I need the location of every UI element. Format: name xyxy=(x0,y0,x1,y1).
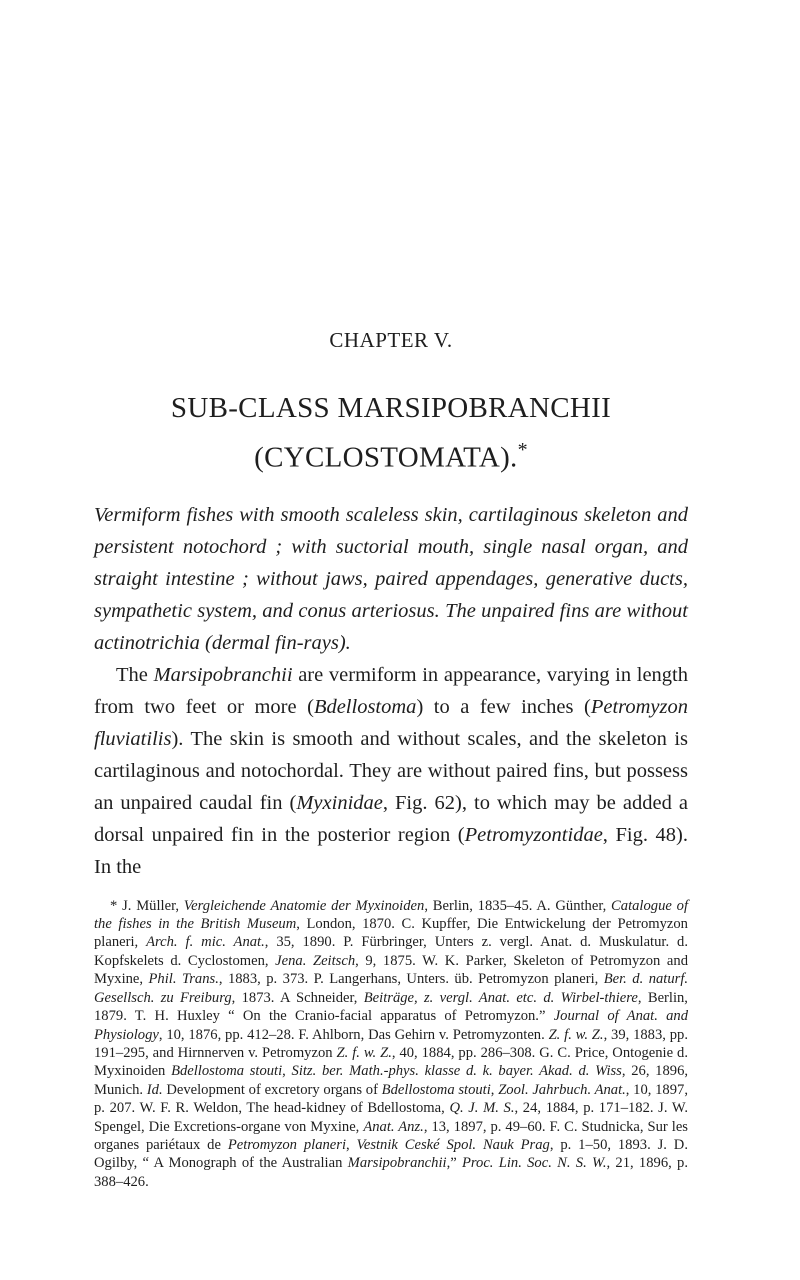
italic-run: Bdellostoma stouti xyxy=(381,1081,491,1098)
text-run: , 40, 1884, pp. 286–308. G. C. Price, Ontogenie d. Myxinoiden xyxy=(94,1044,688,1080)
title-line-2 xyxy=(94,429,688,479)
text-run: , London, 1870. C. Kupffer, Die Entwickelung der Petromyzon planeri, xyxy=(94,916,688,951)
italic-run: Arch. f. mic. Anat. xyxy=(146,934,265,951)
text-run: , 39, 1883, pp. 191–295, and Hirnnerven v. Petromyzon xyxy=(94,1026,688,1061)
body-paragraph xyxy=(94,659,688,883)
text-run: , xyxy=(490,1081,499,1098)
italic-run: Petromyzon planeri xyxy=(227,1136,347,1153)
title-line-1: SUB-CLASS MARSIPOBRANCHII xyxy=(170,392,612,424)
italic-run: Marsipobranchii xyxy=(347,1155,447,1172)
text-run: ,” xyxy=(446,1155,462,1172)
diagnosis-paragraph: Vermiform fishes with smooth scaleless skin, cartilaginous skeleton and persistent notochord ; with suctorial mouth, single nasal organ, and straight intestine ; without jaws, paired appendages, generative ducts, sympathetic system, and conus arteriosus. The unpaired fins are without actinotrichia (dermal fin-rays). xyxy=(94,503,688,654)
text-run: , Fig. 62), to which may be added a dorsal unpaired fin in the posterior region ( xyxy=(94,791,688,846)
italic-run: Petromyzon fluviatilis xyxy=(94,695,688,750)
text-run: ) to a few inches ( xyxy=(416,695,591,718)
text-run: , Berlin, 1879. T. H. Huxley “ On the Cranio-facial apparatus of Petromyzon.” xyxy=(94,989,688,1025)
italic-run: Myxinidae xyxy=(296,791,383,814)
text-run: , Berlin, 1835–45. A. Günther, xyxy=(424,897,612,914)
text-run: , 26, 1896, Munich. xyxy=(94,1063,689,1098)
footnote-mark: * xyxy=(517,439,528,461)
text-run: , 1873. A Schneider, xyxy=(231,989,364,1006)
page-content xyxy=(94,328,688,1191)
text-run: , 9, 1875. W. K. Parker, Skeleton of Petromyzon and Myxine, xyxy=(94,952,688,988)
text-run: , 1883, p. 373. P. Langerhans, Unters. üb. Petromyzon planeri, xyxy=(218,971,604,988)
text-run: , xyxy=(282,1063,292,1080)
italic-run: Ber. d. naturf. Gesellsch. zu Freiburg xyxy=(94,971,689,1006)
italic-run: Beiträge, z. vergl. Anat. etc. d. Wirbel-thiere xyxy=(363,989,638,1006)
text-run: Development of excretory organs of xyxy=(162,1081,382,1098)
italic-run: Marsipobranchii xyxy=(153,663,293,686)
text-run: , 24, 1884, p. 171–182. J. W. Spengel, Die Excretions-organe von Myxine, xyxy=(94,1100,688,1135)
italic-run: Bdellostoma xyxy=(313,695,417,718)
italic-run: Vergleichende Anatomie der Myxinoiden xyxy=(183,897,425,914)
text-run: , Fig. 48). In the xyxy=(94,823,688,878)
text-run: , 13, 1897, p. 49–60. F. C. Studnicka, Sur les organes pariétaux de xyxy=(94,1118,688,1153)
text-run: are vermiform in appearance, varying in length from two feet or more ( xyxy=(94,663,688,718)
chapter-heading: CHAPTER V. xyxy=(329,328,453,352)
italic-run: Journal of Anat. and Physiology xyxy=(94,1008,688,1043)
italic-run: Bdellostoma stouti xyxy=(171,1063,283,1080)
text-run: * J. Müller, xyxy=(110,897,184,914)
italic-run: Q. J. M. S. xyxy=(449,1100,515,1117)
italic-run: Z. f. w. Z. xyxy=(336,1044,392,1061)
title-line-2-text: (CYCLOSTOMATA). xyxy=(254,441,518,474)
text-run: The xyxy=(116,663,154,686)
italic-run: Z. f. w. Z. xyxy=(548,1026,604,1043)
italic-run: Proc. Lin. Soc. N. S. W. xyxy=(461,1155,607,1172)
text-run: , 35, 1890. P. Fürbringer, Unters z. vergl. Anat. d. Muskulatur. d. Kopfskelets d. Cyclostomen, xyxy=(94,934,688,969)
italic-run: Anat. Anz. xyxy=(363,1118,424,1135)
italic-run: Zool. Jahrbuch. Anat. xyxy=(498,1081,626,1098)
text-run: , xyxy=(346,1136,357,1153)
italic-run: Id. xyxy=(146,1081,163,1098)
italic-run: Catalogue of the fishes in the British Museum xyxy=(94,897,688,933)
italic-run: Petromyzontidae xyxy=(464,823,603,846)
text-run: ). The skin is smooth and without scales, and the skeleton is cartilaginous and notochordal. They are without paired fins, but possess an unpaired caudal fin ( xyxy=(94,727,688,814)
italic-run: Vestnik Ceské Spol. Nauk Prag xyxy=(356,1136,550,1153)
footnote-paragraph xyxy=(94,897,688,1192)
text-run: , 10, 1876, pp. 412–28. F. Ahlborn, Das Gehirn v. Petromyzonten. xyxy=(158,1026,549,1043)
text-run: , 10, 1897, p. 207. W. F. R. Weldon, The head-kidney of Bdellostoma, xyxy=(94,1081,688,1117)
italic-run: Phil. Trans. xyxy=(148,971,219,988)
text-run: , p. 1–50, 1893. J. D. Ogilby, “ A Monograph of the Australian xyxy=(94,1136,688,1172)
italic-run: Jena. Zeitsch xyxy=(275,952,356,969)
footnotes xyxy=(94,897,688,1192)
section-title xyxy=(94,387,688,479)
italic-run: Sitz. ber. Math.-phys. klasse d. k. bayer. Akad. d. Wiss xyxy=(291,1063,622,1080)
text-run: , 21, 1896, p. 388–426. xyxy=(94,1155,688,1190)
